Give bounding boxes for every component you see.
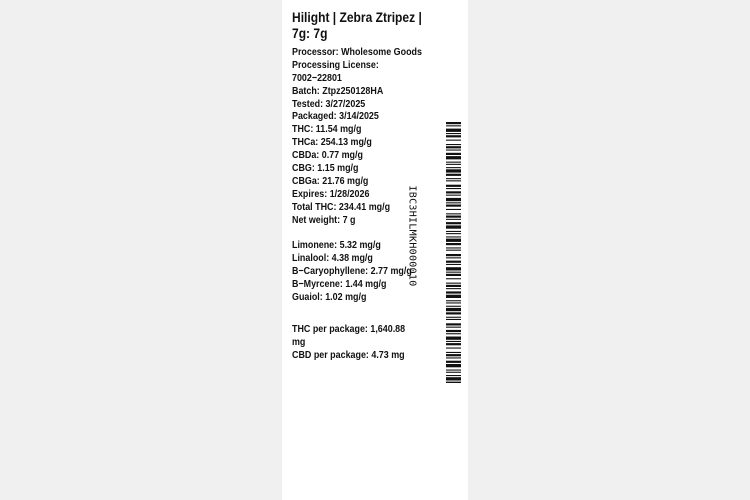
linalool-line: Linalool: 4.38 mg/g <box>292 252 373 265</box>
barcode-bar <box>446 213 461 214</box>
tested-line: Tested: 3/27/2025 <box>292 97 366 110</box>
product-title: Hilight | Zebra Ztripez | 7g: 7g <box>292 9 422 41</box>
barcode-bar <box>446 375 461 376</box>
barcode-bar <box>446 254 461 256</box>
barcode-bar <box>446 195 461 196</box>
barcode-bar <box>446 122 461 124</box>
cbg-line: CBG: 1.15 mg/g <box>292 162 359 175</box>
barcode-bar <box>446 146 461 148</box>
barcode-bar <box>446 278 461 279</box>
packaged-line: Packaged: 3/14/2025 <box>292 110 379 123</box>
barcode-bar <box>446 135 461 137</box>
barcode-bar <box>446 319 461 320</box>
barcode-bar <box>446 377 461 380</box>
barcode-bar <box>446 174 461 176</box>
barcode-bar <box>446 267 461 270</box>
barcode-bar <box>446 257 461 258</box>
barcode-bar <box>446 250 461 251</box>
barcode-bar <box>446 222 461 224</box>
cbda-line: CBDa: 0.77 mg/g <box>292 149 363 162</box>
expires-line: Expires: 1/28/2026 <box>292 187 370 200</box>
barcode-bar <box>446 295 461 298</box>
barcode-bar <box>446 164 461 165</box>
barcode-bar <box>446 283 461 284</box>
barcode-bar <box>446 288 461 289</box>
barcode-bar <box>446 361 461 363</box>
thc-per-package-line: THC per package: 1,640.88 mg <box>292 322 406 348</box>
barcode-bar <box>446 364 461 367</box>
barcode-bar <box>446 140 461 141</box>
barcode-bar <box>446 285 461 287</box>
barcode-bar <box>446 308 461 311</box>
myrcene-line: B−Myrcene: 1.44 mg/g <box>292 278 387 291</box>
barcode-bar <box>446 291 461 293</box>
barcode-bar <box>446 180 461 181</box>
cbd-per-package-line: CBD per package: 4.73 mg <box>292 348 405 361</box>
cbga-line: CBGa: 21.76 mg/g <box>292 174 369 187</box>
total-thc-line: Total THC: 234.41 mg/g <box>292 200 391 213</box>
net-weight-line: Net weight: 7 g <box>292 213 356 226</box>
barcode-bar <box>446 216 461 218</box>
license-number: 7002−22801 <box>292 71 342 84</box>
barcode-bar <box>446 198 461 201</box>
barcode-bar <box>446 354 461 356</box>
barcode-bar <box>446 337 461 340</box>
barcode-bar <box>446 330 461 332</box>
barcode-bar <box>446 153 461 155</box>
barcode-bar <box>446 382 461 383</box>
barcode-bar <box>446 370 461 371</box>
license-label: Processing License: <box>292 58 379 71</box>
barcode-bar <box>446 144 461 145</box>
barcode-bar <box>446 169 461 172</box>
barcode-bar <box>446 312 461 314</box>
barcode-bar <box>446 352 461 353</box>
barcode-bar <box>446 150 461 151</box>
batch-line: Batch: Ztpz250128HA <box>292 84 384 97</box>
barcode-bar <box>446 261 461 263</box>
barcode-bar <box>446 202 461 203</box>
barcode-bar <box>446 306 461 307</box>
thc-line: THC: 11.54 mg/g <box>292 123 362 136</box>
barcode-bar <box>446 343 461 345</box>
barcode-bar <box>446 302 461 303</box>
barcode-bar <box>446 125 461 126</box>
barcode-bar <box>446 233 461 234</box>
barcode-bar <box>446 247 461 248</box>
caryophyllene-line: B−Caryophyllene: 2.77 mg/g <box>292 265 412 278</box>
barcode-bar <box>446 323 461 325</box>
barcode-bar <box>446 129 461 132</box>
barcode-bar <box>446 167 461 168</box>
limonene-line: Limonene: 5.32 mg/g <box>292 239 381 252</box>
barcode-bar <box>446 243 461 245</box>
barcode-bar <box>446 348 461 349</box>
barcode-bar <box>446 239 461 242</box>
barcode-bar <box>446 133 461 134</box>
barcode-bar <box>446 274 461 276</box>
barcode-bar <box>446 333 461 334</box>
barcode-bar <box>446 357 461 358</box>
barcode-bar <box>446 272 461 273</box>
processor-line: Processor: Wholesome Goods <box>292 46 422 58</box>
barcode-bar <box>446 188 461 189</box>
barcode-bar <box>446 317 461 318</box>
barcode-bar <box>446 327 461 328</box>
barcode-bar <box>446 162 461 163</box>
barcode-bar <box>446 300 461 301</box>
guaiol-line: Guaiol: 1.02 mg/g <box>292 290 367 303</box>
barcode-bar <box>446 341 461 342</box>
barcode-bar <box>446 264 461 265</box>
barcode-bar <box>446 231 461 232</box>
barcode-bar <box>446 178 461 179</box>
barcode-bar <box>446 225 461 228</box>
barcode-bar <box>446 219 461 220</box>
barcode-bar <box>446 156 461 159</box>
barcode-bar <box>446 185 461 187</box>
barcode-bar <box>446 191 461 193</box>
barcode-bar <box>446 209 461 210</box>
barcode-bar <box>446 236 461 237</box>
thca-line: THCa: 254.13 mg/g <box>292 136 372 149</box>
barcode-bar <box>446 205 461 207</box>
barcode-bar <box>446 372 461 373</box>
barcode-number: IBC3HILMKH000010 <box>406 185 418 287</box>
